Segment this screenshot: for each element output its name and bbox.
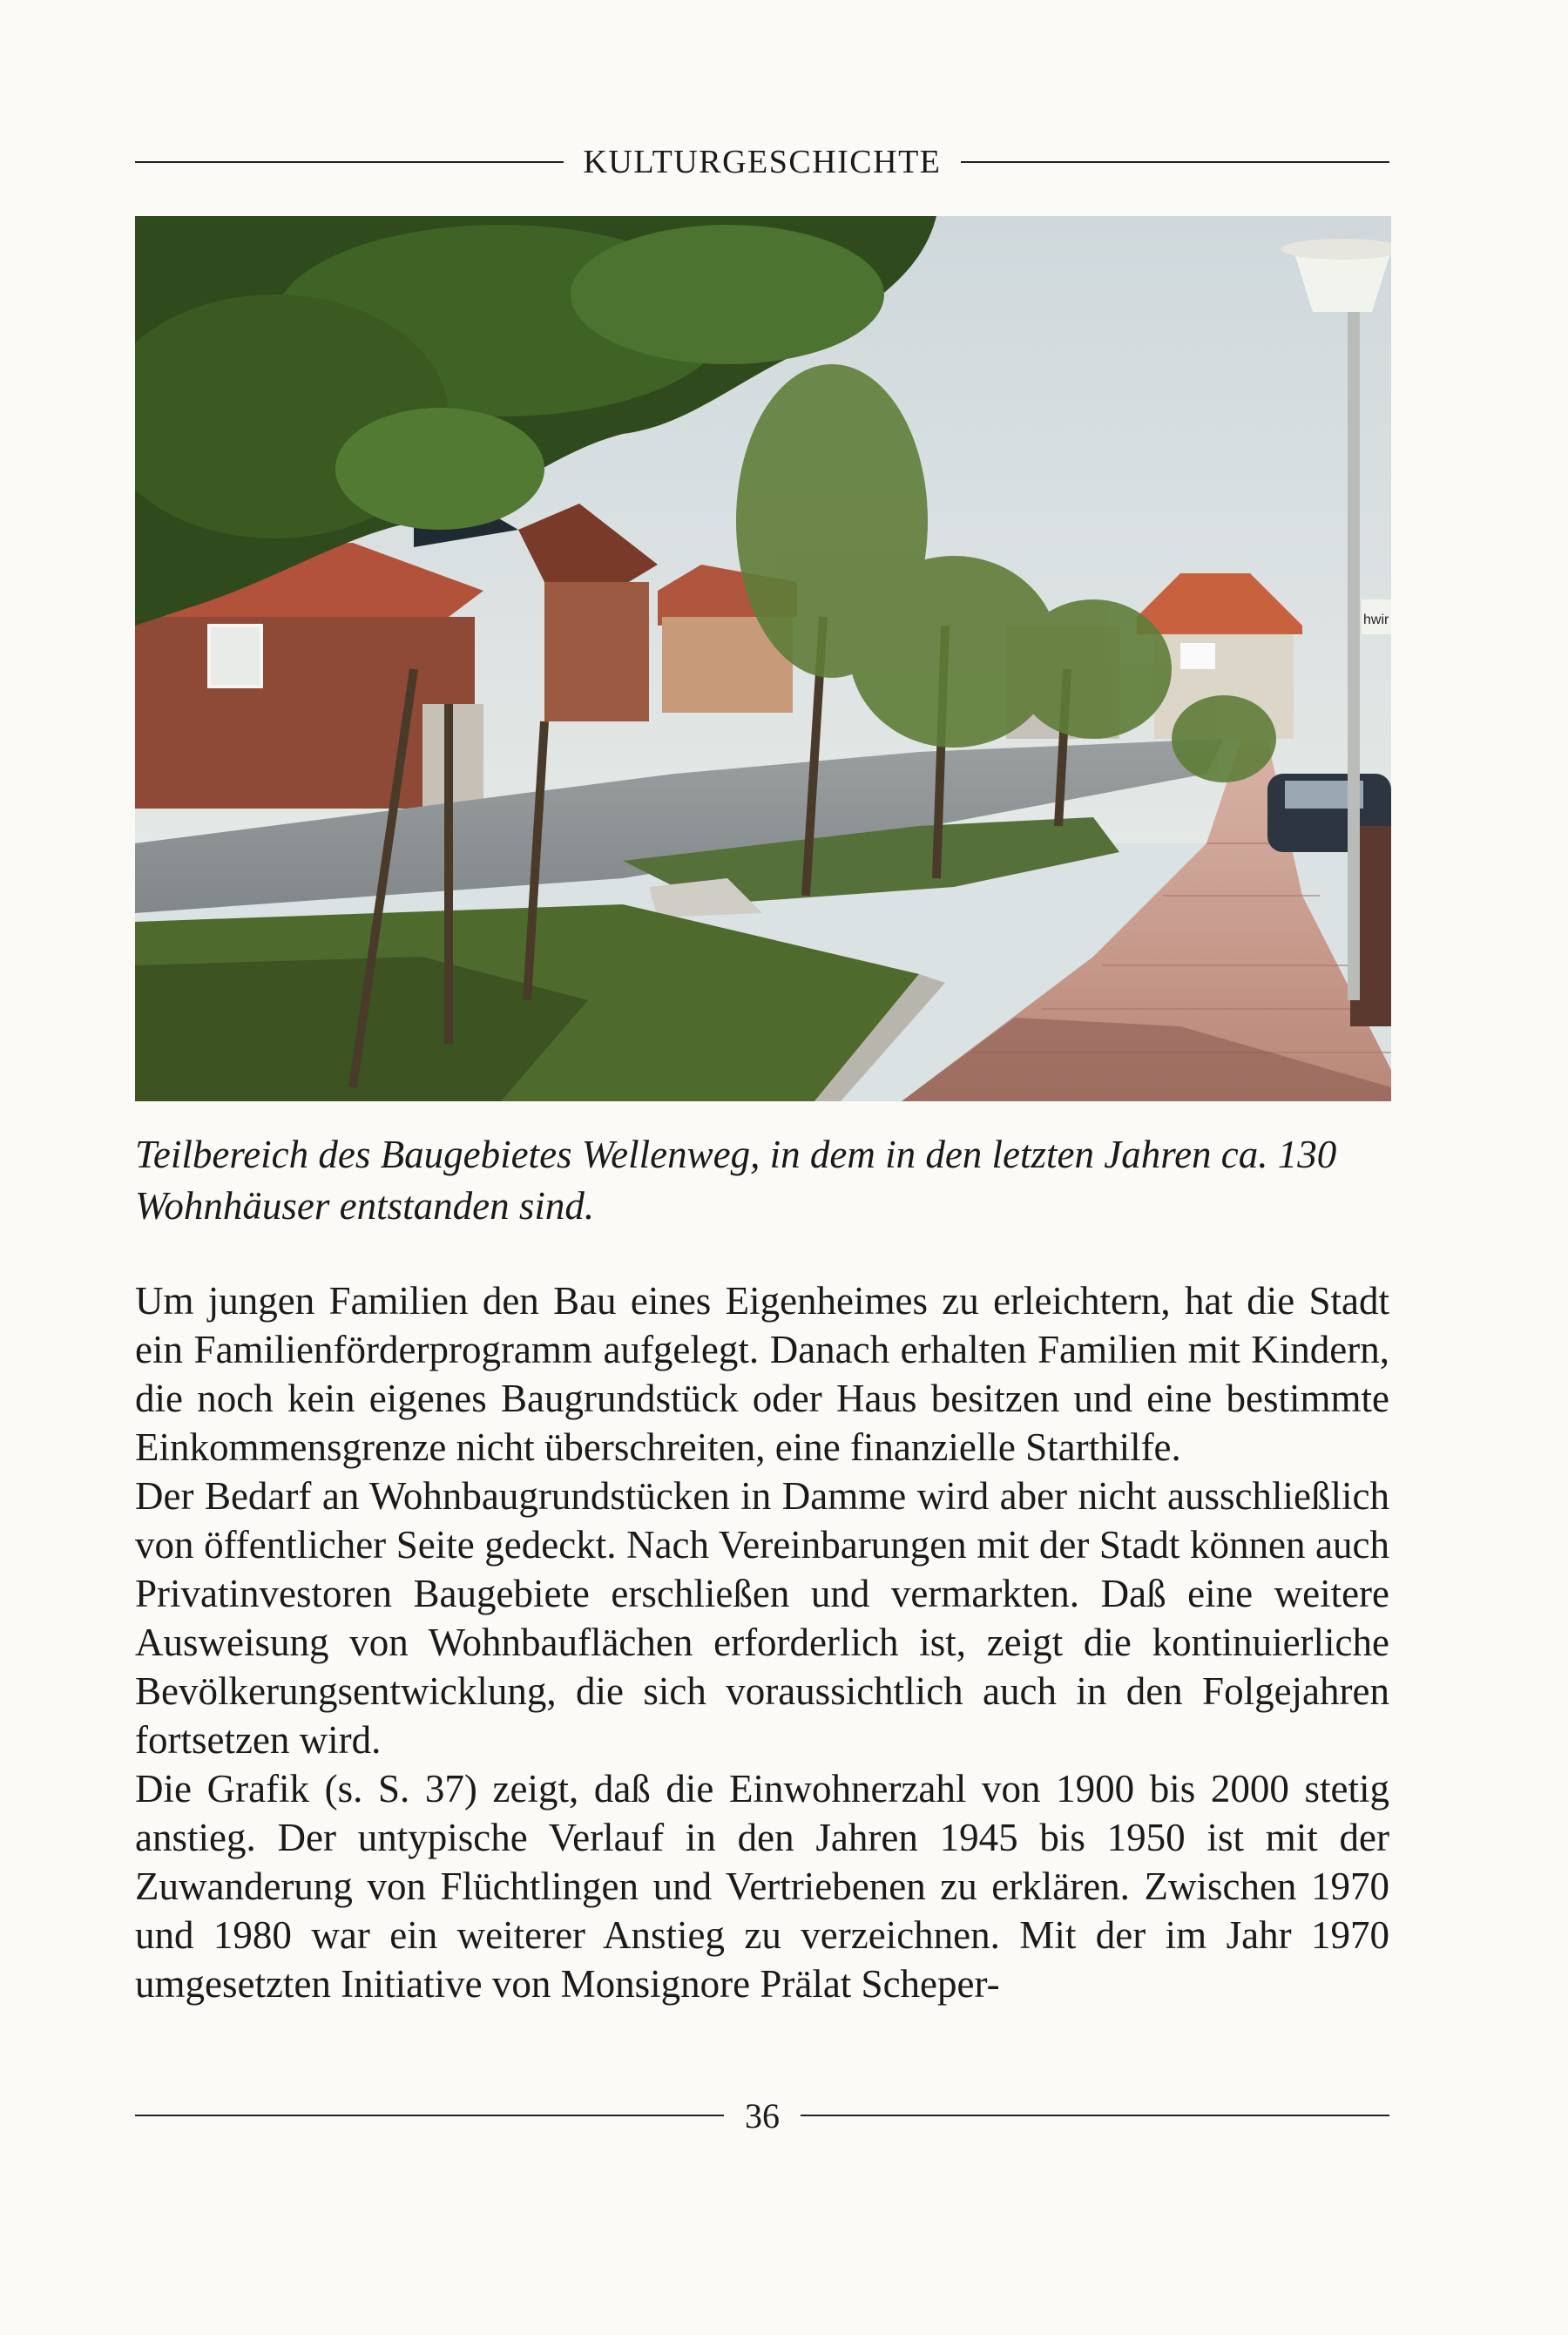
paragraph: Der Bedarf an Wohnbaugrundstücken in Damme wird aber nicht ausschließlich von öffentlicher Seite gedeckt. Nach Vereinbarungen mit der Stadt können auch Privatinvestoren Baugebiete erschließen und vermarkten. Daß eine weitere Ausweisung von Wohnbauflächen erforderlich ist, zeigt die kontinuierliche Bevölkerungsentwicklung, die sich voraussichtlich auch in den Folgejahren fortsetzen wird.: [135, 1474, 1389, 1762]
header-rule-right: [961, 161, 1389, 163]
footer-rule-right: [801, 2115, 1389, 2116]
body-text: [135, 1276, 1389, 2008]
paragraph: Um jungen Familien den Bau eines Eigenheimes zu erleichtern, hat die Stadt ein Familienförderprogramm aufgelegt. Danach erhalten Familien mit Kindern, die noch kein eigenes Baugrundstück oder Haus besitzen und eine bestimmte Einkommensgrenze nicht überschreiten, eine finanzielle Starthilfe.: [135, 1279, 1389, 1469]
street-photo: [135, 216, 1391, 1101]
section-title: KULTURGESCHICHTE: [583, 144, 942, 180]
running-head: [135, 139, 1389, 185]
page-number: 36: [745, 2095, 780, 2135]
paragraph: Die Grafik (s. S. 37) zeigt, daß die Einwohnerzahl von 1900 bis 2000 stetig anstieg. Der untypische Verlauf in den Jahren 1945 bis 1950 ist mit der Zuwanderung von Flüchtlingen und Vertriebenen zu erklären. Zwischen 1970 und 1980 war ein weiterer Anstieg zu verzeichnen. Mit der im Jahr 1970 umgesetzten Initiative von Monsignore Prälat Scheper-: [135, 1767, 1389, 2006]
page-footer: [135, 2089, 1389, 2142]
footer-rule-left: [135, 2115, 724, 2116]
photo-caption: Teilbereich des Baugebietes Wellenweg, in dem in den letzten Jahren ca. 130 Wohnhäuser entstanden sind.: [135, 1133, 1337, 1228]
street-sign-text: hwir: [1363, 613, 1389, 627]
header-rule-left: [135, 161, 564, 163]
